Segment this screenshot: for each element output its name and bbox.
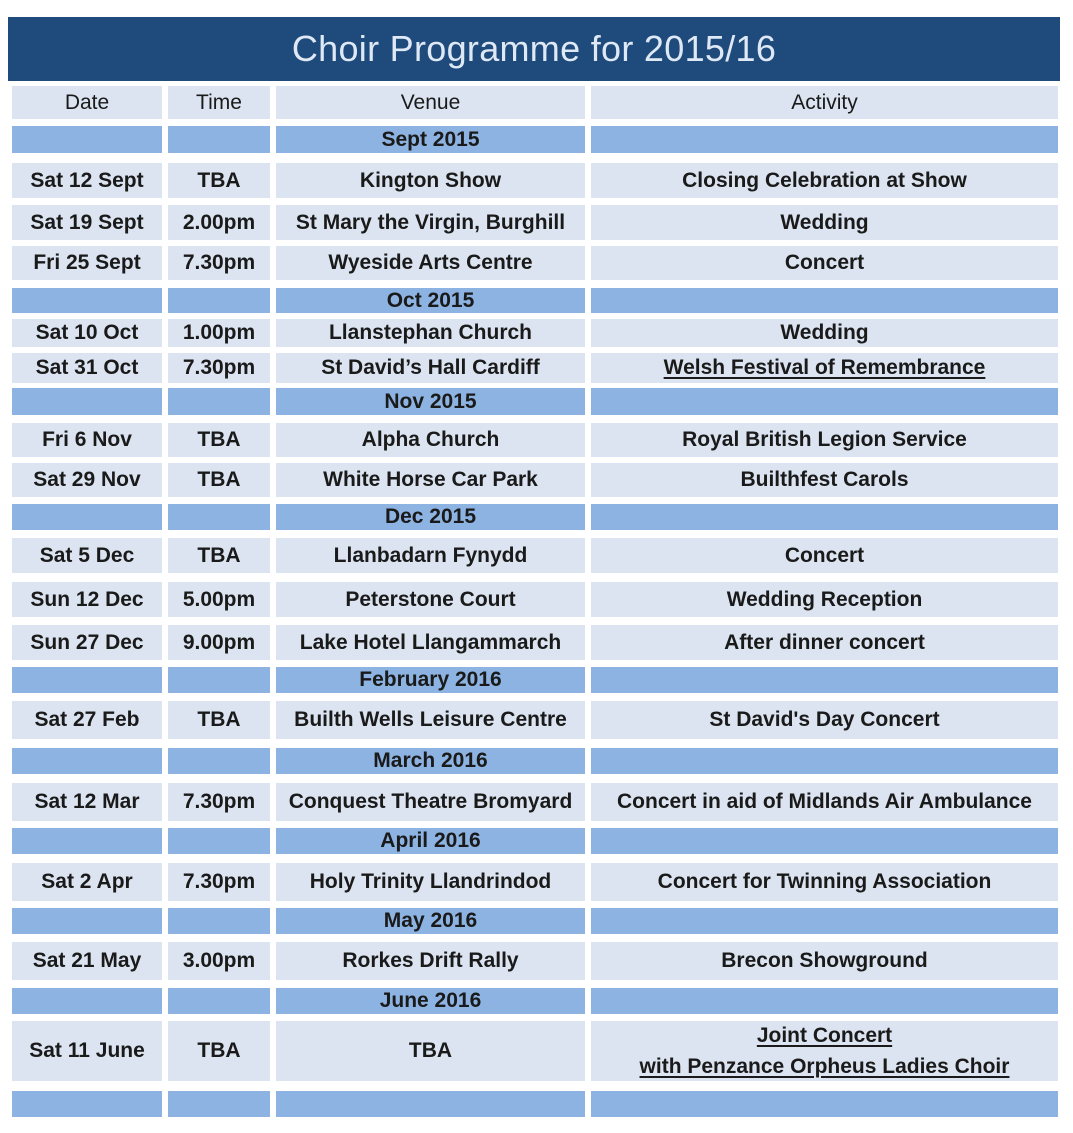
month-row-cell bbox=[168, 828, 270, 854]
event-row bbox=[10, 319, 1060, 347]
event-time: 2.00pm bbox=[168, 205, 270, 240]
month-row-cell bbox=[591, 126, 1058, 153]
month-row-cell bbox=[12, 828, 162, 854]
event-time: 7.30pm bbox=[168, 353, 270, 383]
month-label: February 2016 bbox=[276, 667, 585, 693]
month-row-cell bbox=[12, 1091, 162, 1117]
event-activity: Concert bbox=[591, 246, 1058, 280]
header-venue: Venue bbox=[276, 86, 585, 119]
event-activity: Concert for Twinning Association bbox=[591, 863, 1058, 901]
event-date: Sat 19 Sept bbox=[12, 205, 162, 240]
event-time: 9.00pm bbox=[168, 625, 270, 660]
event-row bbox=[10, 1021, 1060, 1081]
month-label: April 2016 bbox=[276, 828, 585, 854]
event-row bbox=[10, 205, 1060, 240]
month-row-cell bbox=[168, 667, 270, 693]
activity-line[interactable]: Joint Concert bbox=[756, 1024, 893, 1047]
event-time: TBA bbox=[168, 163, 270, 198]
event-venue: Rorkes Drift Rally bbox=[276, 942, 585, 980]
event-time: 5.00pm bbox=[168, 582, 270, 617]
month-row-cell bbox=[168, 126, 270, 153]
month-row bbox=[10, 667, 1060, 693]
event-venue: Peterstone Court bbox=[276, 582, 585, 617]
month-row-cell bbox=[168, 748, 270, 774]
event-venue: Llanstephan Church bbox=[276, 319, 585, 347]
month-row-cell bbox=[12, 388, 162, 415]
month-label: Nov 2015 bbox=[276, 388, 585, 415]
month-row bbox=[10, 288, 1060, 313]
month-row-cell bbox=[591, 504, 1058, 530]
event-time: TBA bbox=[168, 1021, 270, 1081]
event-row bbox=[10, 423, 1060, 457]
month-label: Oct 2015 bbox=[276, 288, 585, 313]
event-time: 3.00pm bbox=[168, 942, 270, 980]
month-row bbox=[10, 504, 1060, 530]
header-activity: Activity bbox=[591, 86, 1058, 119]
header-time: Time bbox=[168, 86, 270, 119]
month-row-cell bbox=[12, 748, 162, 774]
event-row bbox=[10, 538, 1060, 573]
event-activity: Closing Celebration at Show bbox=[591, 163, 1058, 198]
event-time: 7.30pm bbox=[168, 863, 270, 901]
event-row bbox=[10, 701, 1060, 739]
event-date: Sun 12 Dec bbox=[12, 582, 162, 617]
month-label: March 2016 bbox=[276, 748, 585, 774]
event-venue: TBA bbox=[276, 1021, 585, 1081]
event-date: Fri 6 Nov bbox=[12, 423, 162, 457]
activity-link[interactable]: Welsh Festival of Remembrance bbox=[663, 356, 986, 379]
month-label: Sept 2015 bbox=[276, 126, 585, 153]
month-row bbox=[10, 828, 1060, 854]
event-activity: Concert bbox=[591, 538, 1058, 573]
event-activity[interactable] bbox=[591, 1021, 1058, 1081]
event-venue: Lake Hotel Llangammarch bbox=[276, 625, 585, 660]
month-row-cell bbox=[12, 504, 162, 530]
month-row bbox=[10, 388, 1060, 415]
event-date: Sat 31 Oct bbox=[12, 353, 162, 383]
event-activity[interactable] bbox=[591, 353, 1058, 383]
month-row-cell bbox=[591, 828, 1058, 854]
event-date: Sat 11 June bbox=[12, 1021, 162, 1081]
event-date: Sat 5 Dec bbox=[12, 538, 162, 573]
event-venue: Kington Show bbox=[276, 163, 585, 198]
event-date: Sat 21 May bbox=[12, 942, 162, 980]
event-activity: Wedding bbox=[591, 319, 1058, 347]
event-activity: Wedding bbox=[591, 205, 1058, 240]
event-time: 7.30pm bbox=[168, 783, 270, 821]
event-activity: After dinner concert bbox=[591, 625, 1058, 660]
event-venue: Wyeside Arts Centre bbox=[276, 246, 585, 280]
month-row bbox=[10, 988, 1060, 1014]
event-venue: Alpha Church bbox=[276, 423, 585, 457]
month-row-cell bbox=[591, 748, 1058, 774]
event-activity: Concert in aid of Midlands Air Ambulance bbox=[591, 783, 1058, 821]
month-row bbox=[10, 1091, 1060, 1117]
month-row-cell bbox=[168, 988, 270, 1014]
month-row-cell bbox=[591, 1091, 1058, 1117]
event-time: 7.30pm bbox=[168, 246, 270, 280]
event-row bbox=[10, 463, 1060, 497]
event-venue: Holy Trinity Llandrindod bbox=[276, 863, 585, 901]
event-time: 1.00pm bbox=[168, 319, 270, 347]
month-row-cell bbox=[591, 288, 1058, 313]
month-row-cell bbox=[12, 988, 162, 1014]
month-row-cell bbox=[168, 288, 270, 313]
month-row-cell bbox=[12, 667, 162, 693]
event-row bbox=[10, 163, 1060, 198]
month-label: June 2016 bbox=[276, 988, 585, 1014]
event-time: TBA bbox=[168, 701, 270, 739]
month-row bbox=[10, 908, 1060, 934]
month-row-cell bbox=[168, 388, 270, 415]
month-row-cell bbox=[591, 667, 1058, 693]
month-row-cell bbox=[12, 126, 162, 153]
month-row-cell bbox=[168, 504, 270, 530]
event-date: Sat 10 Oct bbox=[12, 319, 162, 347]
event-row bbox=[10, 353, 1060, 383]
month-row-cell bbox=[591, 388, 1058, 415]
month-label bbox=[276, 1091, 585, 1117]
header-date: Date bbox=[12, 86, 162, 119]
event-activity: St David's Day Concert bbox=[591, 701, 1058, 739]
event-activity: Builthfest Carols bbox=[591, 463, 1058, 497]
event-venue: Llanbadarn Fynydd bbox=[276, 538, 585, 573]
month-row-cell bbox=[12, 288, 162, 313]
month-row bbox=[10, 748, 1060, 774]
month-label: May 2016 bbox=[276, 908, 585, 934]
month-row-cell bbox=[591, 988, 1058, 1014]
event-activity: Royal British Legion Service bbox=[591, 423, 1058, 457]
activity-line[interactable]: with Penzance Orpheus Ladies Choir bbox=[639, 1055, 1010, 1078]
month-row-cell bbox=[12, 908, 162, 934]
event-date: Sun 27 Dec bbox=[12, 625, 162, 660]
event-row bbox=[10, 246, 1060, 280]
event-row bbox=[10, 783, 1060, 821]
event-time: TBA bbox=[168, 463, 270, 497]
event-date: Fri 25 Sept bbox=[12, 246, 162, 280]
event-date: Sat 12 Sept bbox=[12, 163, 162, 198]
event-date: Sat 29 Nov bbox=[12, 463, 162, 497]
page-title: Choir Programme for 2015/16 bbox=[8, 17, 1060, 81]
event-row bbox=[10, 582, 1060, 617]
event-venue: White Horse Car Park bbox=[276, 463, 585, 497]
event-time: TBA bbox=[168, 423, 270, 457]
event-time: TBA bbox=[168, 538, 270, 573]
event-activity: Wedding Reception bbox=[591, 582, 1058, 617]
event-venue: Builth Wells Leisure Centre bbox=[276, 701, 585, 739]
event-venue: Conquest Theatre Bromyard bbox=[276, 783, 585, 821]
table-header-row bbox=[10, 86, 1060, 119]
event-date: Sat 12 Mar bbox=[12, 783, 162, 821]
event-date: Sat 2 Apr bbox=[12, 863, 162, 901]
event-venue: St David’s Hall Cardiff bbox=[276, 353, 585, 383]
month-label: Dec 2015 bbox=[276, 504, 585, 530]
month-row bbox=[10, 126, 1060, 153]
event-row bbox=[10, 863, 1060, 901]
event-row bbox=[10, 625, 1060, 660]
month-row-cell bbox=[168, 1091, 270, 1117]
month-row-cell bbox=[168, 908, 270, 934]
event-date: Sat 27 Feb bbox=[12, 701, 162, 739]
event-venue: St Mary the Virgin, Burghill bbox=[276, 205, 585, 240]
event-row bbox=[10, 942, 1060, 980]
event-activity: Brecon Showground bbox=[591, 942, 1058, 980]
month-row-cell bbox=[591, 908, 1058, 934]
